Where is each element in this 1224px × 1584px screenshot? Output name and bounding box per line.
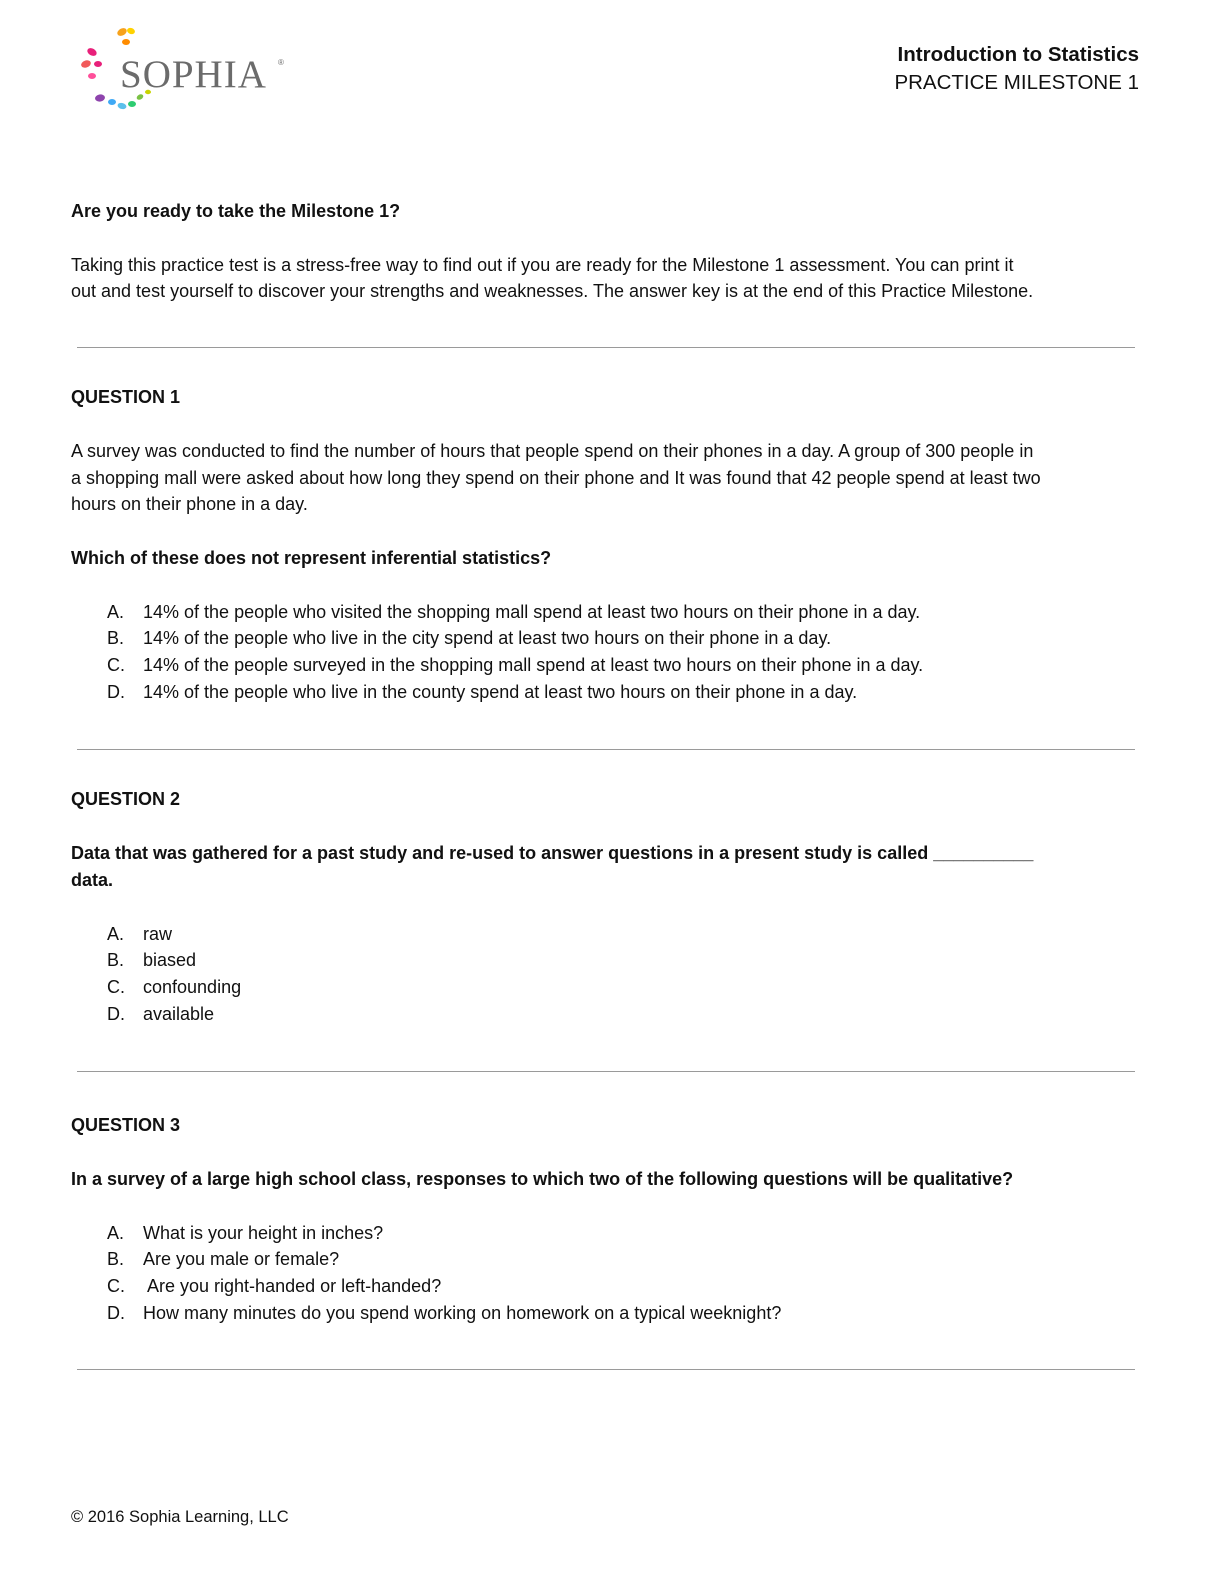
answer-choices (71, 921, 1143, 1028)
answer-choices (71, 1220, 1143, 1327)
question-heading: QUESTION 1 (71, 387, 181, 408)
course-title: Introduction to Statistics (897, 43, 1139, 66)
intro-heading: Are you ready to take the Milestone 1? (71, 201, 401, 221)
answer-choice[interactable] (107, 947, 1143, 974)
question-prompt: data. (71, 869, 114, 890)
choice-letter: D. (107, 1302, 125, 1323)
choice-letter: B. (107, 1249, 125, 1270)
choice-letter: B. (107, 628, 125, 649)
question-prompt: Which of these does not represent inferential statistics? (71, 547, 552, 568)
question-2 (71, 786, 1143, 1027)
intro-paragraph-line: out and test yourself to discover your strengths and weaknesses. The answer key is at the end of this Practice Milestone. (71, 281, 1034, 302)
question-prompt: Data that was gathered for a past study and re-used to answer questions in a present study is called __________ (71, 843, 1034, 864)
sophia-logo (78, 22, 308, 122)
answer-choice[interactable] (107, 679, 1143, 706)
choice-letter: C. (107, 976, 125, 997)
choice-letter: D. (107, 681, 125, 702)
answer-choice[interactable] (107, 974, 1143, 1001)
choice-letter: D. (107, 1003, 125, 1024)
scenario-line: A survey was conducted to find the number of hours that people spend on their phones in a day. A group of 300 people in (71, 440, 1034, 461)
choice-text: How many minutes do you spend working on homework on a typical weeknight? (143, 1302, 782, 1323)
scenario-line: hours on their phone in a day. (71, 494, 308, 515)
choice-letter: C. (107, 655, 125, 676)
choice-text: 14% of the people who visited the shopping mall spend at least two hours on their phone in a day. (143, 601, 921, 622)
choice-text: 14% of the people surveyed in the shopping mall spend at least two hours on their phone in a day. (143, 655, 924, 676)
choice-text: biased (143, 950, 197, 971)
choice-text: Are you right-handed or left-handed? (143, 1276, 442, 1297)
answer-choice[interactable] (107, 599, 1143, 626)
choice-text: 14% of the people who live in the city spend at least two hours on their phone in a day. (143, 628, 832, 649)
registered-mark: ® (278, 58, 284, 67)
choice-letter: B. (107, 950, 125, 971)
intro-paragraph-line: Taking this practice test is a stress-free way to find out if you are ready for the Milestone 1 assessment. You can print it (71, 254, 1014, 275)
copyright-footer: © 2016 Sophia Learning, LLC (71, 1508, 289, 1526)
choice-text: 14% of the people who live in the county spend at least two hours on their phone in a day. (143, 681, 858, 702)
question-heading: QUESTION 2 (71, 789, 181, 810)
choice-text: available (143, 1003, 215, 1024)
question-1 (71, 384, 1143, 705)
answer-choice[interactable] (107, 1220, 1143, 1247)
section-divider (77, 1369, 1135, 1370)
answer-choice[interactable] (107, 1273, 1143, 1300)
answer-choice[interactable] (107, 625, 1143, 652)
choice-text: What is your height in inches? (143, 1222, 384, 1243)
question-heading: QUESTION 3 (71, 1115, 181, 1136)
choice-text: raw (143, 923, 173, 944)
document-header (894, 41, 1139, 98)
choice-letter: C. (107, 1276, 125, 1297)
choice-text: confounding (143, 976, 242, 997)
answer-choice[interactable] (107, 1001, 1143, 1028)
answer-choice[interactable] (107, 921, 1143, 948)
question-prompt: In a survey of a large high school class, responses to which two of the following questions will be qualitative? (71, 1169, 1014, 1190)
choice-text: Are you male or female? (143, 1249, 340, 1270)
choice-letter: A. (107, 1222, 125, 1243)
document-title: PRACTICE MILESTONE 1 (894, 71, 1139, 94)
answer-choice[interactable] (107, 652, 1143, 679)
logo-wordmark: SOPHIA (120, 53, 267, 96)
answer-choice[interactable] (107, 1246, 1143, 1273)
choice-letter: A. (107, 923, 125, 944)
main-content (71, 198, 1143, 1370)
question-3 (71, 1112, 1143, 1326)
scenario-line: a shopping mall were asked about how long they spend on their phone and It was found that 42 people spend at least two (71, 467, 1041, 488)
answer-choices (71, 599, 1143, 706)
answer-choice[interactable] (107, 1300, 1143, 1327)
choice-letter: A. (107, 601, 125, 622)
